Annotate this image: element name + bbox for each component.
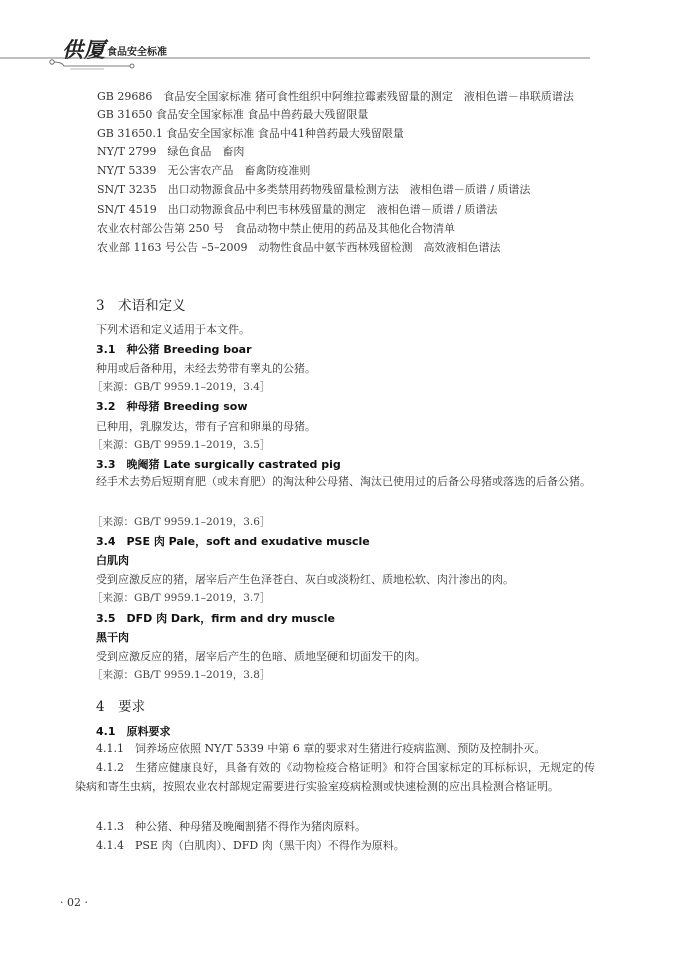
reference-line: GB 31650.1 食品安全国家标准 食品中41种兽药最大残留限量: [97, 127, 404, 140]
term-3-3-title: 3.3 晚阉猪 Late surgically castrated pig: [96, 458, 341, 471]
header-decoration: [0, 50, 681, 76]
section-3-intro: 下列术语和定义适用于本文件。: [96, 323, 250, 336]
term-3-2-source: ［来源：GB/T 9959.1–2019，3.5］: [92, 439, 271, 451]
clause-4-1-2: 4.1.2 生猪应健康良好，具备有效的《动物检疫合格证明》和符合国家标定的耳标标识，无规定的传染病和寄生虫病，按照农业农村部规定需要进行实验室疫病检测或快速检测的应出具检测合格证明。: [75, 761, 595, 793]
section-4-title: 4 要求: [96, 699, 146, 715]
term-3-4-definition: 受到应激反应的猪，屠宰后产生色泽苍白、灰白或淡粉红、质地松软、肉汁渗出的肉。: [96, 573, 514, 586]
logo-text: 食品安全标准: [107, 47, 167, 58]
term-3-2-title: 3.2 种母猪 Breeding sow: [96, 400, 248, 413]
section-4-1-title: 4.1 原料要求: [96, 725, 171, 738]
term-3-5-definition: 受到应激反应的猪，屠宰后产生的色暗、质地坚硬和切面发干的肉。: [96, 650, 426, 663]
term-3-2-definition: 已种用，乳腺发达，带有子宫和卵巢的母猪。: [96, 420, 316, 433]
term-3-5-subtitle: 黑干肉: [96, 631, 129, 644]
page-number: · 02 ·: [60, 896, 88, 909]
term-3-4-title: 3.4 PSE 肉 Pale，soft and exudative muscle: [96, 535, 370, 548]
reference-line: SN/T 3235 出口动物源食品中多类禁用药物残留量检测方法 液相色谱－质谱 / 质谱法: [97, 183, 531, 196]
term-3-1-definition: 种用或后备种用，未经去势带有睾丸的公猪。: [96, 362, 316, 375]
reference-line: NY/T 2799 绿色食品 畜肉: [97, 145, 245, 158]
term-3-3-source: ［来源：GB/T 9959.1–2019，3.6］: [92, 516, 271, 528]
section-3-title: 3 术语和定义: [96, 298, 186, 314]
reference-line: 农业农村部公告第 250 号 食品动物中禁止使用的药品及其他化合物清单: [97, 222, 455, 235]
reference-line: GB 29686 食品安全国家标准 猪可食性组织中阿维拉霉素残留量的测定 液相色谱－串联质谱法: [97, 90, 574, 103]
term-3-1-source: ［来源：GB/T 9959.1–2019，3.4］: [92, 381, 271, 393]
reference-line: GB 31650 食品安全国家标准 食品中兽药最大残留限量: [97, 108, 369, 121]
page-header: [0, 0, 681, 80]
logo-calligraphy: 供厦: [62, 37, 106, 62]
reference-line: 农业部 1163 号公告 –5–2009 动物性食品中氨苄西林残留检测 高效液相色谱法: [97, 241, 501, 254]
clause-4-1-3: 4.1.3 种公猪、种母猪及晚阉割猪不得作为猪肉原料。: [96, 820, 366, 833]
term-3-4-subtitle: 白肌肉: [96, 554, 129, 567]
term-3-5-title: 3.5 DFD 肉 Dark，firm and dry muscle: [96, 612, 335, 625]
clause-4-1-1: 4.1.1 饲养场应依照 NY/T 5339 中第 6 章的要求对生猪进行疫病监测、预防及控制扑灭。: [96, 742, 546, 755]
clause-4-1-4: 4.1.4 PSE 肉（白肌肉）、DFD 肉（黑干肉）不得作为原料。: [96, 839, 405, 852]
term-3-1-title: 3.1 种公猪 Breeding boar: [96, 343, 252, 356]
reference-line: NY/T 5339 无公害农产品 畜禽防疫准则: [97, 164, 311, 177]
term-3-5-source: ［来源：GB/T 9959.1–2019，3.8］: [92, 669, 271, 681]
reference-line: SN/T 4519 出口动物源食品中利巴韦林残留量的测定 液相色谱－质谱 / 质谱法: [97, 203, 498, 216]
term-3-4-source: ［来源：GB/T 9959.1–2019，3.7］: [92, 592, 271, 604]
term-3-3-definition: 经手术去势后短期育肥（或未育肥）的淘汰种公母猪、淘汰已使用过的后备公母猪或落选的后备公猪。: [96, 475, 591, 488]
